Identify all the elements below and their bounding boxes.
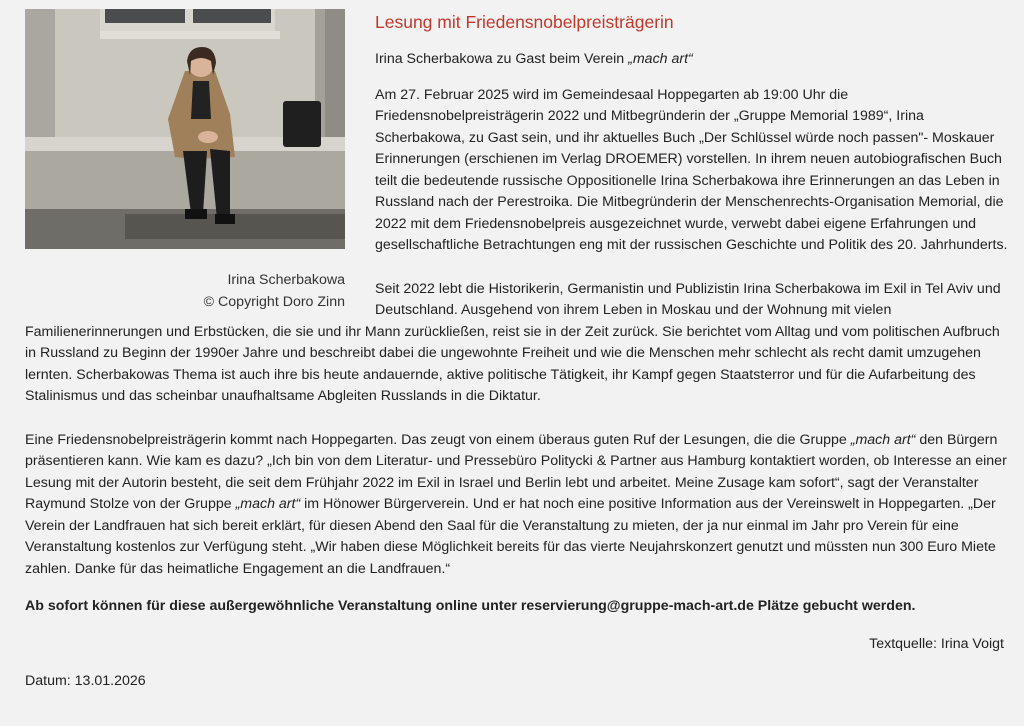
reservation-notice: Ab sofort können für diese außergewöhnliche Veranstaltung online unter reservierung@gruppe-mach-art.de Plätze gebucht werden. <box>25 598 916 614</box>
photo-caption <box>25 270 345 313</box>
text-source: Textquelle: Irina Voigt <box>869 635 1004 652</box>
article-figure <box>25 9 345 313</box>
paragraph-3-org-2: „mach art“ <box>235 496 301 512</box>
article-date: Datum: 13.01.2026 <box>25 673 146 689</box>
paragraph-3-part-b: den Bürgern präsentieren kann. Wie kam es dazu? „Ich bin von dem Literatur- und Pressebüro Politycki & Partner aus Hamburg kontaktiert worden, ob Interesse an einer Lesung mit der Autorin besteht, die seit dem Frühjahr 2022 im Exil in Israel und Berlin lebt und arbeitet. Meine Zusage kam sofort“, sagt der Veranstalter Raymund Stolze von der Gruppe <box>25 431 1007 512</box>
subtitle-text: Irina Scherbakowa zu Gast beim Verein <box>375 51 629 67</box>
paragraph-3-org-1: „mach art“ <box>850 431 916 448</box>
article-title: Lesung mit Friedensnobelpreisträgerin <box>375 12 674 32</box>
subtitle-org: „mach art“ <box>628 51 693 67</box>
paragraph-1: Am 27. Februar 2025 wird im Gemeindesaal Hoppegarten ab 19:00 Uhr die Friedensnobelpreisträgerin 2022 und Mitbegründerin der „Gruppe Memorial 1989“, Irina Scherbakowa, zu Gast sein, und ihr aktuelles Buch „Der Schlüssel würde noch passen"- Moskauer Erinnerungen (erschienen im Verlag DROEMER) vorstellen. In ihrem neuen autobiografischen Buch teilt die bedeutende russische Oppositionelle Irina Scherbakowa ihre Erinnerungen an das Leben in Russland nach der Perestroika. Die Mitbegründerin der Menschenrechts-Organisation Memorial, die 2022 mit dem Friedensnobelpreis ausgezeichnet wurde, verwebt dabei eigene Erfahrungen und gesellschaftliche Betrachtungen eng mit der russischen Geschichte und Politik des 20. Jahrhunderts. <box>375 86 1008 253</box>
paragraph-3-part-a: Eine Friedensnobelpreisträgerin kommt nach Hoppegarten. Das zeugt von einem überaus guten Ruf der Lesungen, die die Gruppe <box>25 431 851 448</box>
photo-caption-copyright: © Copyright Doro Zinn <box>203 293 345 310</box>
photo-caption-name: Irina Scherbakowa <box>227 272 345 288</box>
paragraph-3-part-c: im Hönower Bürgerverein. Und er hat noch eine positive Information aus der Vereinswelt in Hoppegarten. „Der Verein der Landfrauen hat sich bereit erklärt, für diesen Abend den Saal für die Veranstaltung zu mieten, der ja nur einmal im Jahr pro Verein für eine Veranstaltung kostenlos zur Verfügung steht. „Wir haben diese Möglichkeit bereits für das vierte Neujahrskonzert genutzt und müssten nun 300 Euro Miete zahlen. Danke für das heimatliche Engagement an die Landfrauen.“ <box>25 496 996 577</box>
paragraph-2: Seit 2022 lebt die Historikerin, Germanistin und Publizistin Irina Scherbakowa im Exil in Tel Aviv und Deutschland. Ausgehend von ihrem Leben in Moskau und der Wohnung mit vielen Familienerinnerungen und Erbstücken, die sie und ihr Mann zurückließen, reist sie in der Zeit zurück. Sie berichtet vom Alltag und vom politischen Aufbruch in Russland zu Beginn der 1990er Jahre und beschreibt dabei die ungewohnte Freiheit und wie die Menschen mehr schlecht als recht damit umzugehen lernten. Scherbakowas Thema ist auch ihre bis heute andauernde, aktive politische Tätigkeit, ihr Kampf gegen Staatsterror und für die Aufarbeitung des Stalinismus und das scheinbar unaufhaltsame Abgleiten Russlands in die Diktatur. <box>25 280 1001 404</box>
paragraph-3 <box>25 430 1011 581</box>
portrait-photo <box>25 9 345 249</box>
